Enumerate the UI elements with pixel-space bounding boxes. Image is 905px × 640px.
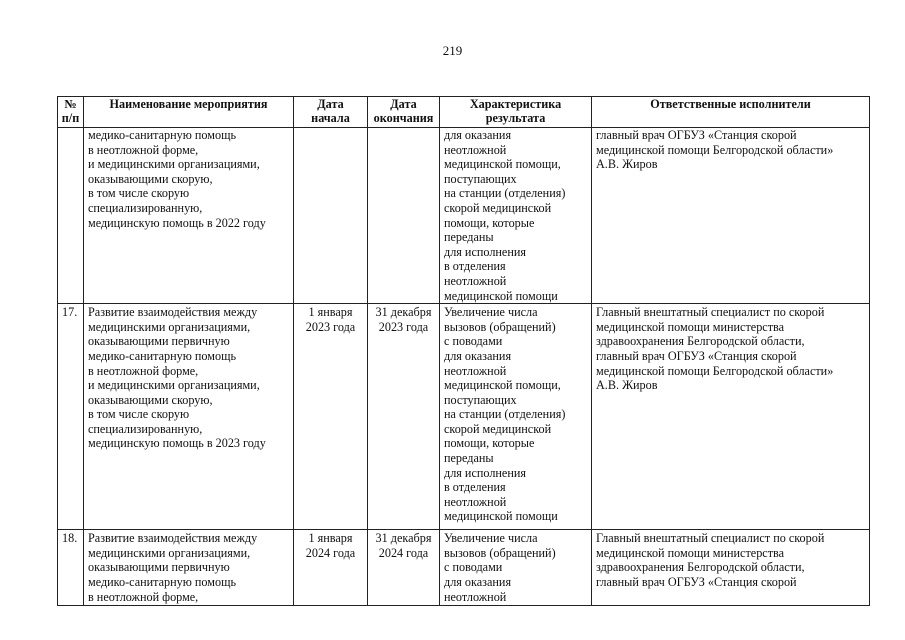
text-line: в неотложной форме, xyxy=(88,589,199,604)
text-line: неотложной xyxy=(444,142,507,157)
header-num xyxy=(58,97,84,128)
text-line: А.В. Жиров xyxy=(596,157,658,172)
text-line: в отделения xyxy=(444,259,506,274)
text-line: неотложной xyxy=(444,273,507,288)
text-line: помощи, которые xyxy=(444,215,535,230)
text-line: результата xyxy=(485,110,546,125)
text-line: переданы xyxy=(444,230,494,245)
text-line: специализированную, xyxy=(88,200,203,215)
text-line: здравоохранения Белгородской области, xyxy=(596,334,805,349)
header-name xyxy=(84,97,294,128)
text-line: Дата xyxy=(317,97,344,111)
text-line: главный врач ОГБУЗ «Станция скорой xyxy=(596,128,797,142)
page-number: 219 xyxy=(442,43,463,58)
text-line: оказывающими скорую, xyxy=(88,171,213,186)
cell-result xyxy=(440,304,592,530)
text-line: Наименование мероприятия xyxy=(109,97,268,111)
text-line: вызовов (обращений) xyxy=(444,319,556,334)
cell-num xyxy=(58,128,84,304)
text-line: Развитие взаимодействия между xyxy=(88,531,258,546)
text-line: для оказания xyxy=(444,128,512,142)
text-line: Увеличение числа xyxy=(444,305,538,320)
header-responsible xyxy=(592,97,870,128)
text-line: скорой медицинской xyxy=(444,421,552,436)
text-line: здравоохранения Белгородской области, xyxy=(596,560,805,575)
text-line: в том числе скорую xyxy=(88,407,190,422)
cell-result xyxy=(440,530,592,606)
text-line: № xyxy=(64,97,77,111)
text-line: Ответственные исполнители xyxy=(650,97,811,111)
cell-responsible xyxy=(592,304,870,530)
text-line: медицинской помощи министерства xyxy=(596,545,785,560)
text-line: в неотложной форме, xyxy=(88,363,199,378)
text-line: для оказания xyxy=(444,348,512,363)
cell-start xyxy=(294,128,368,304)
text-line: вызовов (обращений) xyxy=(444,545,556,560)
cell-name xyxy=(84,304,294,530)
text-line: медицинскую помощь в 2023 году xyxy=(88,436,266,451)
text-line: 2023 года xyxy=(378,319,429,334)
cell-end xyxy=(368,128,440,304)
text-line: скорой медицинской xyxy=(444,200,552,215)
table-row-continuation xyxy=(58,128,870,304)
text-line: 2024 года xyxy=(378,545,429,560)
text-line: Развитие взаимодействия между xyxy=(88,305,258,320)
text-line: и медицинскими организациями, xyxy=(88,157,260,172)
text-line: неотложной xyxy=(444,363,507,378)
text-line: 2024 года xyxy=(305,545,356,560)
text-line: с поводами xyxy=(444,334,503,349)
text-line: Характеристика xyxy=(469,97,562,111)
text-line: медицинской помощи Белгородской области» xyxy=(596,142,834,157)
text-line: оказывающими первичную xyxy=(88,560,230,575)
cell-responsible xyxy=(592,128,870,304)
text-line: окончания xyxy=(373,110,434,125)
table-row-18 xyxy=(58,530,870,606)
text-line: медицинской помощи, xyxy=(444,378,561,393)
text-line: в неотложной форме, xyxy=(88,142,199,157)
text-line: медицинскими организациями, xyxy=(88,545,251,560)
text-line: неотложной xyxy=(444,589,507,604)
text-line: 2023 года xyxy=(305,319,356,334)
text-line: А.В. Жиров xyxy=(596,378,658,393)
cell-end xyxy=(368,530,440,606)
text-line: поступающих xyxy=(444,171,517,186)
text-line: оказывающими первичную xyxy=(88,334,230,349)
text-line: медико-санитарную помощь xyxy=(88,128,237,142)
text-line: начала xyxy=(311,110,350,125)
text-line: Главный внештатный специалист по скорой xyxy=(596,531,825,546)
text-line: медицинской помощи Белгородской области» xyxy=(596,363,834,378)
text-line: для оказания xyxy=(444,574,512,589)
text-line: 1 января xyxy=(308,531,353,546)
cell-num: 17. xyxy=(58,304,84,530)
activities-table xyxy=(57,96,870,606)
text-line: 31 декабря xyxy=(375,305,432,320)
text-line: медицинскими организациями, xyxy=(88,319,251,334)
text-line: медико-санитарную помощь xyxy=(88,348,237,363)
text-line: главный врач ОГБУЗ «Станция скорой xyxy=(596,574,797,589)
text-line: на станции (отделения) xyxy=(444,186,566,201)
text-line: переданы xyxy=(444,451,494,466)
cell-start xyxy=(294,530,368,606)
text-line: медицинской помощи, xyxy=(444,157,561,172)
text-line: в отделения xyxy=(444,480,506,495)
header-start xyxy=(294,97,368,128)
cell-responsible xyxy=(592,530,870,606)
text-line: 1 января xyxy=(308,305,353,320)
cell-name xyxy=(84,128,294,304)
cell-num: 18. xyxy=(58,530,84,606)
header-end xyxy=(368,97,440,128)
text-line: специализированную, xyxy=(88,421,203,436)
text-line: Главный внештатный специалист по скорой xyxy=(596,305,825,320)
text-line: в том числе скорую xyxy=(88,186,190,201)
text-line: для исполнения xyxy=(444,244,526,259)
text-line: медицинской помощи министерства xyxy=(596,319,785,334)
text-line: медицинскую помощь в 2022 году xyxy=(88,215,266,230)
text-line: медицинской помощи xyxy=(444,288,558,303)
text-line: оказывающими скорую, xyxy=(88,392,213,407)
text-line: и медицинскими организациями, xyxy=(88,378,260,393)
text-line: главный врач ОГБУЗ «Станция скорой xyxy=(596,348,797,363)
text-line: Дата xyxy=(390,97,417,111)
text-line: медико-санитарную помощь xyxy=(88,574,237,589)
text-line: с поводами xyxy=(444,560,503,575)
cell-start xyxy=(294,304,368,530)
text-line: медицинской помощи xyxy=(444,509,558,524)
text-line: п/п xyxy=(61,110,80,125)
text-line: 31 декабря xyxy=(375,531,432,546)
table-row-17 xyxy=(58,304,870,530)
text-line: для исполнения xyxy=(444,465,526,480)
cell-name xyxy=(84,530,294,606)
table-header-row xyxy=(58,97,870,128)
text-line: поступающих xyxy=(444,392,517,407)
text-line: Увеличение числа xyxy=(444,531,538,546)
text-line: помощи, которые xyxy=(444,436,535,451)
header-result xyxy=(440,97,592,128)
text-line: неотложной xyxy=(444,494,507,509)
text-line: на станции (отделения) xyxy=(444,407,566,422)
cell-end xyxy=(368,304,440,530)
cell-result xyxy=(440,128,592,304)
